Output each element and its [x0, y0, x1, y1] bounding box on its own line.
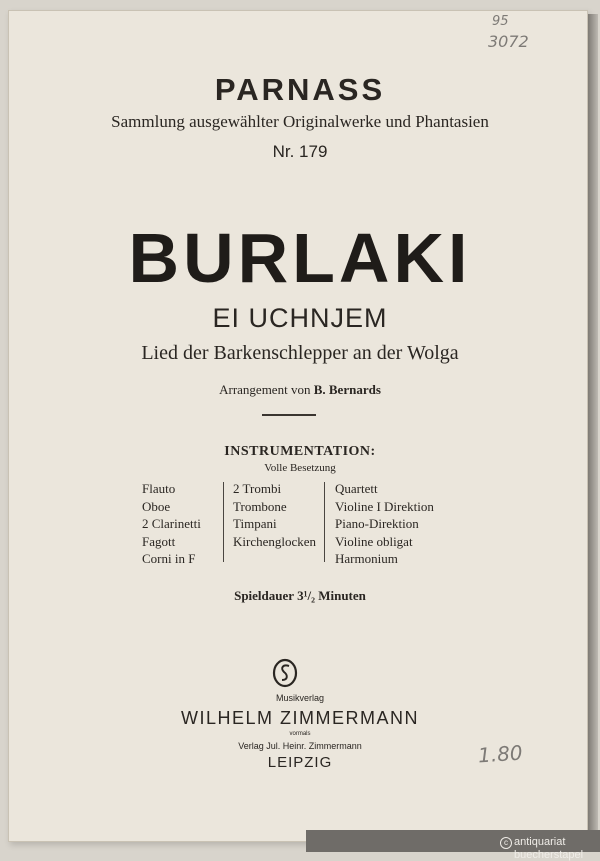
publisher-logo-icon	[270, 658, 300, 688]
instrument-item: Quartett	[335, 481, 378, 496]
instrument-item: Violine obligat	[335, 533, 413, 549]
instrument-item: Corni in F	[142, 551, 196, 566]
stamp-line-1: antiquariat	[514, 836, 566, 848]
handwritten-note: 3072	[488, 32, 529, 51]
column-divider	[324, 482, 325, 562]
handwritten-note: 95	[492, 14, 509, 29]
handwritten-price: 1.80	[477, 740, 524, 768]
instrument-column-2	[233, 480, 316, 550]
instrumentation-subheading: Volle Besetzung	[264, 462, 336, 474]
instrument-item: Violine I Direktion	[335, 498, 434, 514]
column-divider	[223, 482, 224, 562]
duration: Spieldauer 3¹/₂ Minuten	[234, 588, 366, 603]
instrument-item: Fagott	[142, 533, 176, 549]
stamp-line-2: buecherstapel	[514, 849, 584, 861]
work-description: Lied der Barkenschlepper an der Wolga	[141, 342, 459, 364]
instrument-column-1	[142, 480, 201, 568]
divider	[262, 414, 316, 416]
instrument-column-3	[335, 480, 434, 568]
instrument-item: Piano-Direktion	[335, 516, 419, 531]
instrument-item: 2 Clarinetti	[142, 516, 201, 531]
instrument-item: Flauto	[142, 481, 176, 496]
publisher-label: Musikverlag	[275, 693, 324, 703]
work-subtitle: EI UCHNJEM	[212, 303, 388, 333]
instrument-item: Kirchenglocken	[233, 533, 317, 549]
copyright-icon: c	[500, 837, 512, 849]
watermark-stamp	[500, 836, 583, 861]
series-title: PARNASS	[214, 72, 386, 107]
publisher-former-name: Verlag Jul. Heinr. Zimmermann	[238, 741, 362, 751]
publisher-name: WILHELM ZIMMERMANN	[181, 708, 419, 728]
instrumentation-heading: INSTRUMENTATION:	[224, 444, 376, 459]
work-title: BURLAKI	[128, 219, 472, 297]
instrument-item: Timpani	[233, 516, 277, 531]
publisher-city: LEIPZIG	[267, 754, 333, 771]
series-number: Nr. 179	[272, 142, 328, 161]
instrument-item: Harmonium	[335, 551, 398, 566]
publisher-vormals: vormals	[289, 731, 311, 737]
instrument-item: 2 Trombi	[233, 481, 282, 496]
series-subtitle: Sammlung ausgewählter Originalwerke und Phantasien	[111, 112, 489, 131]
instrument-item: Trombone	[233, 498, 287, 514]
arrangement-credit	[0, 382, 600, 398]
instrument-item: Oboe	[142, 498, 171, 514]
arrangement-prefix: Arrangement von	[219, 382, 311, 397]
arranger-name: B. Bernards	[313, 382, 381, 397]
